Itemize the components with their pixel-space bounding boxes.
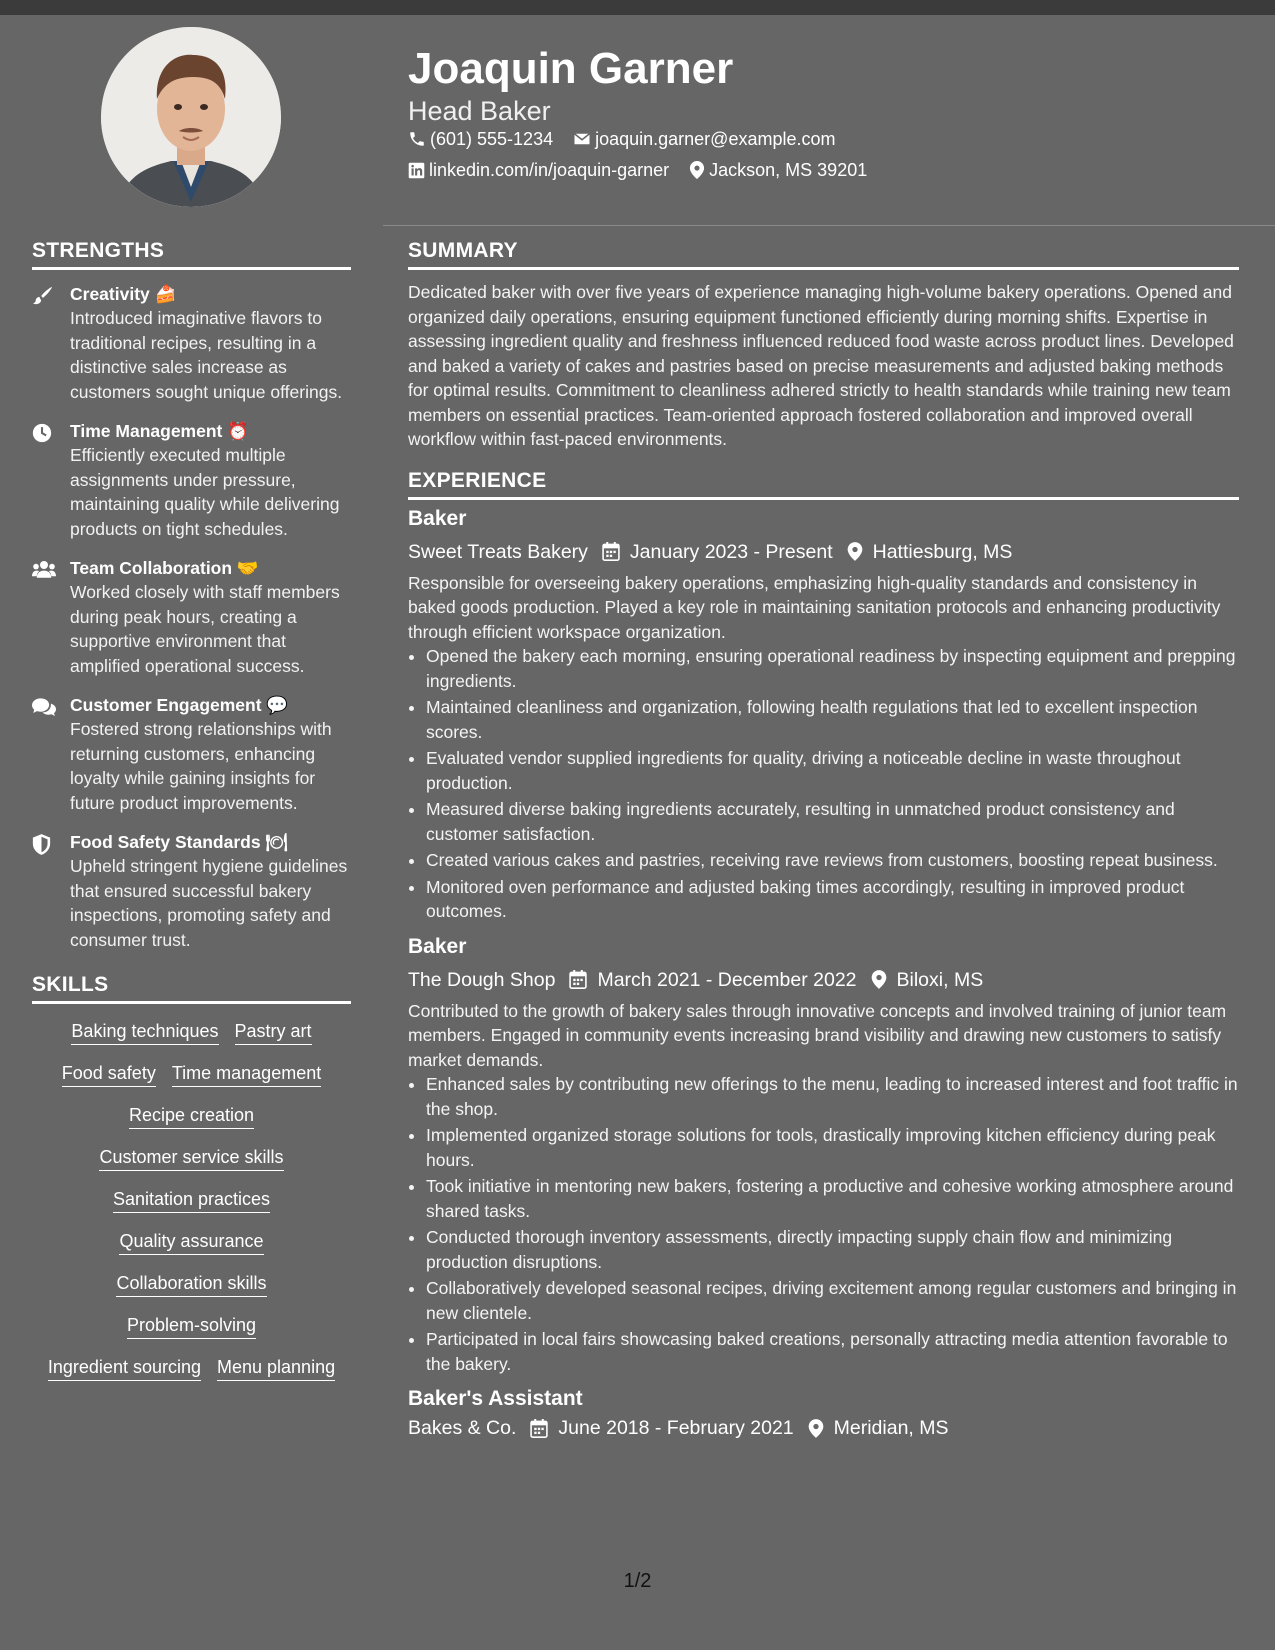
page-number: 1/2: [623, 1570, 652, 1592]
skill-tag: Ingredient sourcing: [48, 1356, 201, 1381]
strength-item: [32, 282, 351, 404]
job-description: Contributed to the growth of bakery sales through innovative concepts and involved training of junior team members. Engaged in community events increasing brand visibility and drawing new customers to satisfy market demands.: [408, 1000, 1227, 1070]
job-location-text: Hattiesburg, MS: [872, 540, 1013, 563]
contact-row-2: [408, 159, 887, 181]
map-pin-icon: [808, 1419, 824, 1438]
job-dates-text: March 2021 - December 2022: [597, 968, 857, 991]
job-dates: [602, 539, 833, 565]
job-location: [847, 539, 1013, 565]
job-bullet: • Collaboratively developed seasonal recipes, driving excitement among regular customers and bringing in new clientele.: [426, 1276, 1239, 1325]
skill-tag: Quality assurance: [119, 1230, 263, 1255]
location-text: Jackson, MS 39201: [709, 160, 868, 180]
skills-heading: SKILLS: [32, 974, 351, 1004]
strength-desc: Worked closely with staff members during peak hours, creating a supportive environment that amplified operational success.: [70, 582, 340, 676]
job-location: [808, 1415, 949, 1441]
company-name: Sweet Treats Bakery: [408, 540, 588, 563]
job-bullets: [408, 644, 1239, 924]
strength-item: [32, 419, 351, 541]
email-contact[interactable]: [573, 128, 835, 150]
summary-text: Dedicated baker with over five years of experience managing high-volume bakery operations. Opened and organized daily operations, ensuring equipment functioned efficiently during morning shifts. Expertise in assessing ingredient quality and freshness influenced reduced food waste across product lines. Developed and baked a variety of cakes and pastries based on precise measurements and adjusted baking methods for optimal results. Commitment to cleanliness adhered strictly to health standards while training new team members on essential practices. Team-oriented approach fostered collaboration and improved overall workflow within fast-paced environments.: [408, 282, 1234, 449]
profile-photo-icon: [101, 27, 281, 207]
strength-desc: Upheld stringent hygiene guidelines that ensured successful bakery inspections, promoting safety and consumer trust.: [70, 856, 348, 950]
job-dates-text: January 2023 - Present: [629, 540, 833, 563]
contact-row-1: [408, 128, 856, 150]
job-meta: [408, 1415, 1239, 1441]
job-description: Responsible for overseeing bakery operations, emphasizing high-quality standards and consistency in baked goods production. Played a key role in maintaining sanitation protocols and enhancing productivity through efficient workspace organization.: [408, 572, 1221, 642]
job-bullet: • Created various cakes and pastries, receiving rave reviews from customers, boosting repeat business.: [426, 848, 1239, 873]
skill-tag: Recipe creation: [129, 1104, 254, 1129]
strength-desc: Fostered strong relationships with returning customers, enhancing loyalty while gaining insights for future product improvements.: [70, 719, 332, 813]
linkedin-icon: [408, 162, 425, 179]
skill-tag: Sanitation practices: [113, 1188, 270, 1213]
job-location-text: Biloxi, MS: [896, 968, 984, 991]
skill-tag: Time management: [172, 1062, 321, 1087]
skill-tag: Baking techniques: [71, 1020, 218, 1045]
job-bullet: • Monitored oven performance and adjusted baking times accordingly, resulting in improved product outcomes.: [426, 875, 1239, 924]
skills-row: [32, 1104, 351, 1129]
skill-tag: Food safety: [62, 1062, 156, 1087]
strength-item: [32, 830, 351, 952]
clock-icon: [32, 423, 52, 443]
calendar-icon: [569, 970, 587, 989]
job-location-text: Meridian, MS: [833, 1417, 949, 1439]
skills-row: [32, 1230, 351, 1255]
map-pin-icon: [847, 542, 863, 561]
job-bullet: • Opened the bakery each morning, ensuring operational readiness by inspecting equipment and prepping ingredients.: [426, 644, 1239, 693]
company-name: Bakes & Co.: [408, 1417, 517, 1439]
map-pin-icon: [689, 161, 705, 179]
job-bullet: • Conducted thorough inventory assessments, directly impacting supply chain flow and minimizing production disruptions.: [426, 1225, 1239, 1274]
avatar: [101, 27, 281, 207]
skills-row: [32, 1188, 351, 1213]
company-name: The Dough Shop: [408, 968, 556, 991]
job-bullet: • Maintained cleanliness and organization, following health regulations that led to excellent inspection scores.: [426, 695, 1239, 744]
skills-row: [32, 1062, 351, 1087]
envelope-icon: [573, 130, 591, 148]
strength-item: [32, 556, 351, 678]
strength-item: [32, 693, 351, 815]
strengths-heading: STRENGTHS: [32, 240, 351, 270]
shield-icon: [32, 834, 51, 855]
skills-row: [32, 1272, 351, 1297]
users-icon: [32, 560, 56, 578]
job-location: [871, 967, 984, 993]
skill-tag: Collaboration skills: [116, 1272, 266, 1297]
candidate-role: Head Baker: [408, 96, 551, 126]
phone-icon: [408, 130, 426, 148]
skill-tag: Pastry art: [235, 1020, 312, 1045]
job-entry: [408, 506, 1239, 924]
experience-heading: EXPERIENCE: [408, 470, 1239, 500]
job-title: Baker: [408, 506, 467, 530]
job-bullet: • Implemented organized storage solutions for tools, drastically improving kitchen efficiency during peak hours.: [426, 1123, 1239, 1172]
calendar-icon: [602, 542, 620, 561]
summary-heading: SUMMARY: [408, 240, 1239, 270]
skills-row: [32, 1314, 351, 1339]
linkedin-text: linkedin.com/in/joaquin-garner: [429, 160, 670, 180]
strength-desc: Introduced imaginative flavors to traditional recipes, resulting in a distinctive sales increase as customers sought unique offerings.: [70, 308, 343, 402]
strength-name: Customer Engagement 💬: [70, 695, 289, 715]
job-title: Baker: [408, 934, 467, 958]
job-entry: [408, 934, 1239, 1377]
brush-icon: [32, 286, 54, 306]
strength-name: Time Management ⏰: [70, 421, 250, 441]
job-dates: [530, 1415, 793, 1441]
strength-name: Creativity 🍰: [70, 284, 177, 304]
top-bar: [0, 0, 1275, 15]
right-column: [408, 240, 1239, 1447]
linkedin-contact[interactable]: [408, 159, 669, 181]
email-text: joaquin.garner@example.com: [595, 129, 836, 149]
skill-tag: Menu planning: [217, 1356, 335, 1381]
skill-tag: Problem-solving: [127, 1314, 256, 1339]
location-contact: [689, 159, 867, 181]
job-bullets: [408, 1072, 1239, 1376]
job-bullet: • Participated in local fairs showcasing baked creations, personally attracting media attention favorable to the bakery.: [426, 1327, 1239, 1376]
strength-name: Food Safety Standards 🍽: [70, 832, 288, 852]
skills-list: [32, 1020, 351, 1381]
left-column: [32, 240, 351, 1381]
candidate-name: Joaquin Garner: [408, 44, 734, 93]
phone-text: (601) 555-1234: [430, 129, 554, 149]
job-title: Baker's Assistant: [408, 1387, 583, 1410]
phone-contact[interactable]: [408, 128, 553, 150]
calendar-icon: [530, 1419, 548, 1438]
job-meta: [408, 967, 1239, 993]
job-bullet: • Measured diverse baking ingredients accurately, resulting in unmatched product consistency and customer satisfaction.: [426, 797, 1239, 846]
skills-row: [32, 1020, 351, 1045]
job-entry: [408, 1386, 1239, 1441]
skills-row: [32, 1356, 351, 1381]
job-bullet: • Enhanced sales by contributing new offerings to the menu, leading to increased interest and foot traffic in the shop.: [426, 1072, 1239, 1121]
skill-tag: Customer service skills: [99, 1146, 283, 1171]
chat-icon: [32, 697, 56, 717]
strength-desc: Efficiently executed multiple assignments under pressure, maintaining quality while delivering products on tight schedules.: [70, 445, 340, 539]
job-dates: [569, 967, 856, 993]
job-dates-text: June 2018 - February 2021: [558, 1417, 794, 1439]
job-meta: [408, 539, 1239, 565]
map-pin-icon: [871, 970, 887, 989]
strength-name: Team Collaboration 🤝: [70, 558, 259, 578]
job-bullet: • Took initiative in mentoring new bakers, fostering a productive and cohesive working atmosphere around shared tasks.: [426, 1174, 1239, 1223]
header-divider: [383, 225, 1275, 226]
job-bullet: • Evaluated vendor supplied ingredients for quality, driving a noticeable decline in waste throughout production.: [426, 746, 1239, 795]
skills-row: [32, 1146, 351, 1171]
